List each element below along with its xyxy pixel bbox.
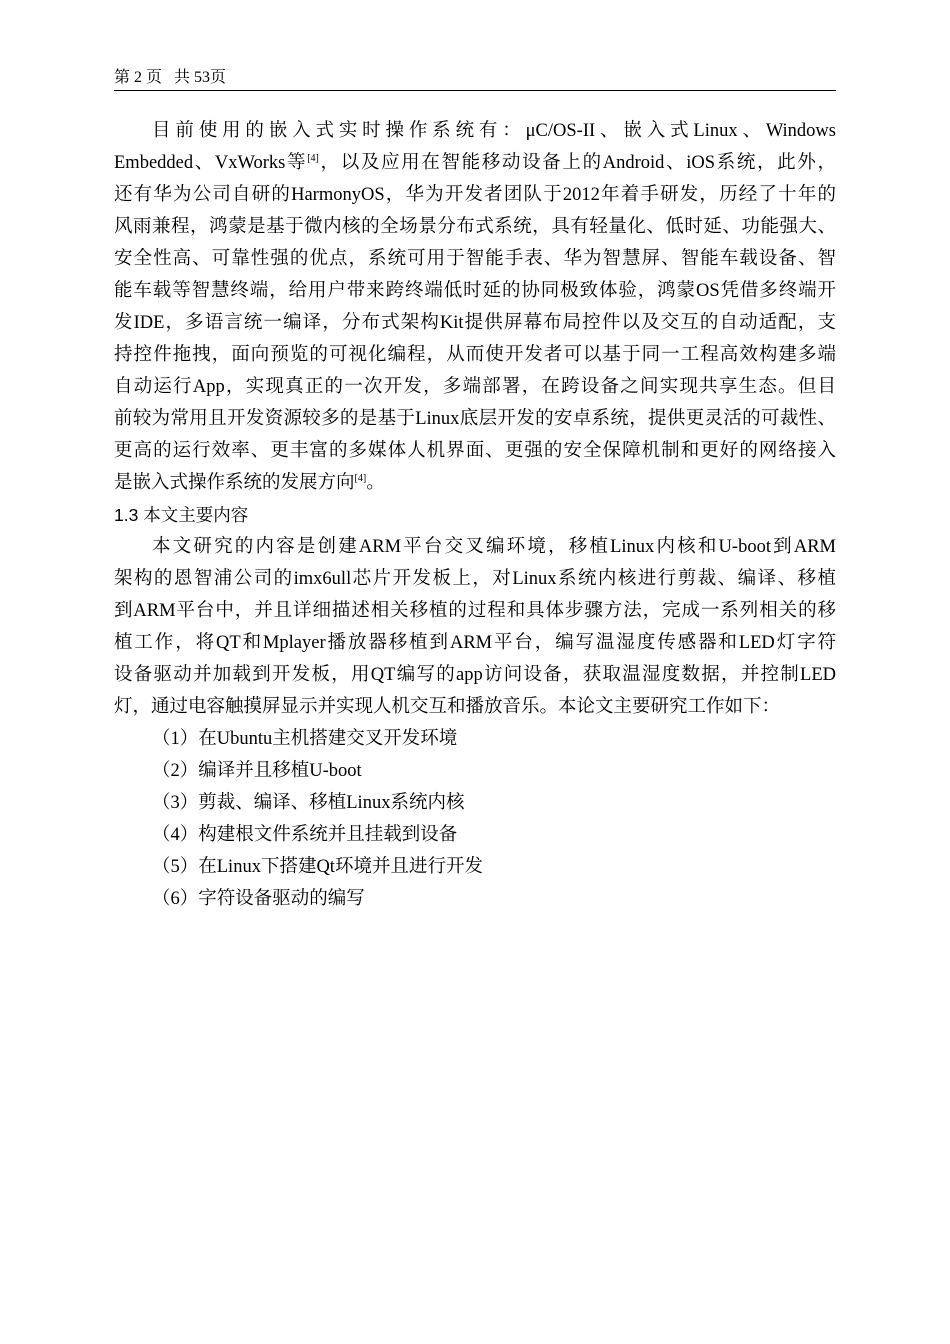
paragraph-line: 设备驱动并加载到开发板，用QT编写的app访问设备，获取温湿度数据，并控制LED [114, 665, 836, 685]
paragraph-line [114, 472, 836, 494]
paragraph-line: 发IDE，多语言统一编译，分布式架构Kit提供屏幕布局控件以及交互的自动适配，支 [114, 313, 836, 333]
paragraph-line: 自动运行App，实现真正的一次开发，多端部署，在跨设备之间实现共享生态。但目 [114, 377, 836, 397]
paragraph-line: 更高的运行效率、更丰富的多媒体人机界面、更强的安全保障机制和更好的网络接入 [114, 441, 836, 461]
citation: [4] [307, 153, 319, 164]
paragraph-line: 本文研究的内容是创建ARM平台交叉编环境，移植Linux内核和U-boot到ARM [152, 537, 836, 557]
paragraph-line: 还有华为公司自研的HarmonyOS，华为开发者团队于2012年着手研发，历经了十年的 [114, 185, 836, 205]
paragraph-line: 到ARM平台中，并且详细描述相关移植的过程和具体步骤方法，完成一系列相关的移 [114, 601, 836, 621]
list-item: （1）在Ubuntu主机搭建交叉开发环境 [152, 729, 458, 749]
section-heading: 1.3 本文主要内容 [114, 505, 249, 525]
paragraph-text: ，以及应用在智能移动设备上的Android、iOS系统，此外， [318, 153, 836, 173]
list-item: （5）在Linux下搭建Qt环境并且进行开发 [152, 857, 483, 877]
paragraph-line: 目前使用的嵌入式实时操作系统有：μC/OS-II、嵌入式Linux、Windows [152, 121, 836, 141]
paragraph-line: 风雨兼程，鸿蒙是基于微内核的全场景分布式系统，具有轻量化、低时延、功能强大、 [114, 217, 836, 237]
paragraph-line: 植工作，将QT和Mplayer播放器移植到ARM平台，编写温湿度传感器和LED灯字符 [114, 633, 836, 653]
list-item: （3）剪裁、编译、移植Linux系统内核 [152, 793, 465, 813]
paragraph-line [114, 152, 836, 174]
paragraph-line: 架构的恩智浦公司的imx6ull芯片开发板上，对Linux系统内核进行剪裁、编译、移植 [114, 569, 836, 589]
list-item: （6）字符设备驱动的编写 [152, 889, 365, 909]
paragraph-text: 是嵌入式操作系统的发展方向 [114, 473, 355, 493]
paragraph-text: Embedded、VxWorks等 [114, 153, 308, 173]
citation: [4] [354, 473, 367, 484]
paragraph-line: 前较为常用且开发资源较多的是基于Linux底层开发的安卓系统，提供更灵活的可裁性、 [114, 409, 836, 429]
paragraph-line: 灯，通过电容触摸屏显示并实现人机交互和播放音乐。本论文主要研究工作如下： [114, 697, 781, 717]
paragraph-line: 持控件拖拽，面向预览的可视化编程，从而使开发者可以基于同一工程高效构建多端 [114, 345, 836, 365]
page-header: 第 2 页 共 53页 [114, 69, 227, 86]
list-item: （4）构建根文件系统并且挂载到设备 [152, 825, 458, 845]
list-item: （2）编译并且移植U-boot [152, 761, 362, 781]
header-divider [114, 90, 836, 91]
paragraph-text: 。 [366, 473, 385, 493]
paragraph-line: 安全性高、可靠性强的优点，系统可用于智能手表、华为智慧屏、智能车载设备、智 [114, 249, 836, 269]
paragraph-line: 能车载等智慧终端，给用户带来跨终端低时延的协同极致体验，鸿蒙OS凭借多终端开 [114, 281, 836, 301]
